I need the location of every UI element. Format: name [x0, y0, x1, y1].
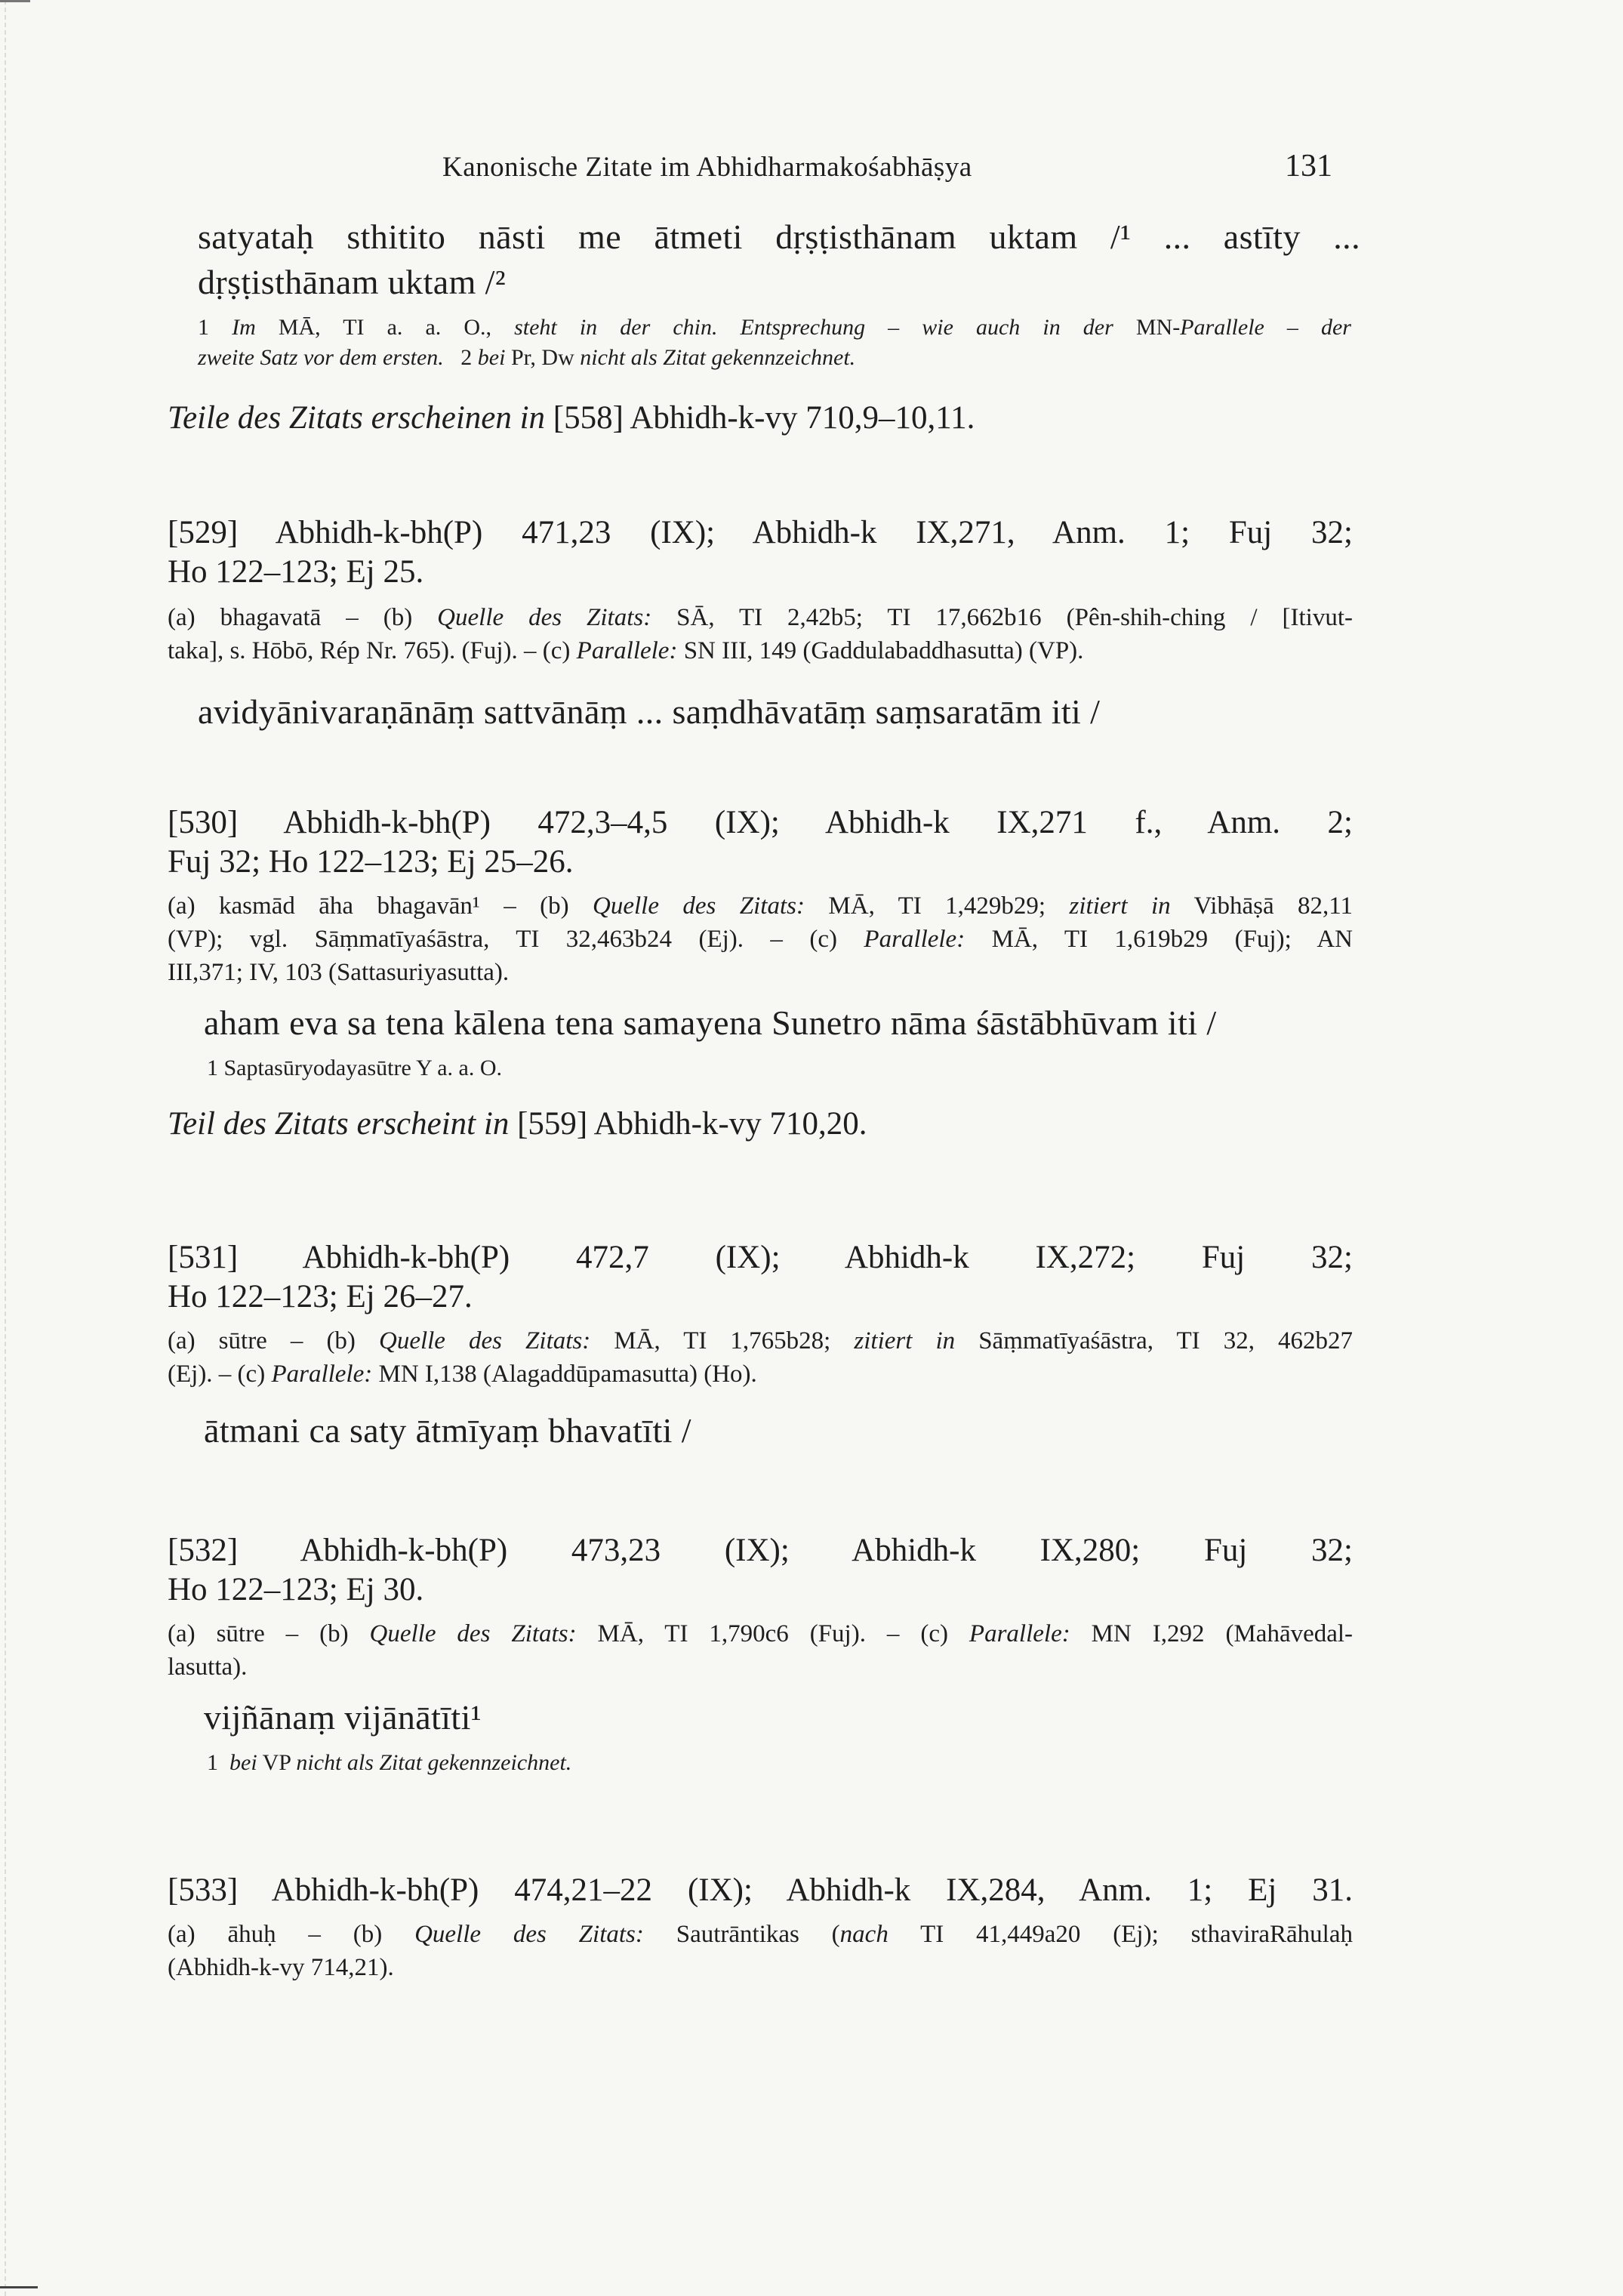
entry-heading: [533] Abhidh-k-bh(P) 474,21–22 (IX); Abhidh-k IX,284, Anm. 1; Ej 31.	[168, 1872, 1353, 1908]
entry-heading: [531] Abhidh-k-bh(P) 472,7 (IX); Abhidh-k IX,272; Fuj 32;	[168, 1240, 1353, 1275]
scan-corner-mark	[0, 0, 30, 17]
entry-531	[168, 1238, 1353, 1450]
entry-heading: [530] Abhidh-k-bh(P) 472,3–4,5 (IX); Abhidh-k IX,271 f., Anm. 2;	[168, 805, 1353, 840]
apparatus-line: (a) sūtre – (b) Quelle des Zitats: MĀ, TI 1,765b28; zitiert in Sāṃmatīyaśāstra, TI 32, 462b27	[168, 1327, 1354, 1354]
quote: vijñānaṃ vijānātīti¹	[204, 1698, 482, 1737]
entry-heading: Ho 122–123; Ej 30.	[168, 1572, 424, 1607]
page-number: 131	[1285, 149, 1332, 183]
continued-footnotes	[198, 313, 1351, 373]
quote: ātmani ca saty ātmīyaṃ bhavatīti /	[204, 1411, 691, 1450]
quote: avidyānivaraṇānāṃ sattvānāṃ ... saṃdhāvatāṃ saṃsaratām iti /	[198, 692, 1101, 731]
apparatus-line: (a) bhagavatā – (b) Quelle des Zitats: SĀ, TI 2,42b5; TI 17,662b16 (Pên-shih-ching / [Itivut-	[168, 604, 1353, 631]
apparatus-line: III,371; IV, 103 (Sattasuriyasutta).	[168, 959, 510, 986]
apparatus-line: (a) sūtre – (b) Quelle des Zitats: MĀ, TI 1,790c6 (Fuj). – (c) Parallele: MN I,292 (Mahāvedal-	[168, 1620, 1354, 1647]
entry-heading: Ho 122–123; Ej 25.	[168, 554, 424, 590]
scan-bottom-mark	[0, 2286, 38, 2296]
entry-heading: Ho 122–123; Ej 26–27.	[168, 1279, 473, 1314]
quote-line: dṛṣṭisthānam uktam /²	[198, 263, 507, 301]
entry-heading: [532] Abhidh-k-bh(P) 473,23 (IX); Abhidh-k IX,280; Fuj 32;	[168, 1533, 1353, 1568]
entry-heading: Fuj 32; Ho 122–123; Ej 25–26.	[168, 844, 574, 880]
footnote: 1 bei VP nicht als Zitat gekennzeichnet.	[207, 1750, 572, 1775]
footnote-line: zweite Satz vor dem ersten. 2 bei Pr, Dw nicht als Zitat gekennzeichnet.	[198, 345, 856, 370]
quote: aham eva sa tena kālena tena samayena Sunetro nāma śāstābhūvam iti /	[204, 1003, 1217, 1042]
apparatus-line: taka], s. Hōbō, Rép Nr. 765). (Fuj). – (c) Parallele: SN III, 149 (Gaddulabaddhasutta) (VP).	[168, 637, 1084, 664]
apparatus-line: lasutta).	[168, 1653, 248, 1681]
entry-530	[168, 803, 1353, 1144]
scan-binding-edge	[0, 0, 6, 2296]
footnote: 1 Saptasūryodayasūtre Y a. a. O.	[207, 1056, 502, 1080]
footnote-line: 1 Im MĀ, TI a. a. O., steht in der chin. Entsprechung – wie auch in der MN-Parallele – der	[198, 315, 1351, 340]
apparatus-line: (VP); vgl. Sāṃmatīyaśāstra, TI 32,463b24 (Ej). – (c) Parallele: MĀ, TI 1,619b29 (Fuj); AN	[168, 926, 1354, 953]
apparatus-line: (Abhidh-k-vy 714,21).	[168, 1954, 394, 1981]
entry-heading: [529] Abhidh-k-bh(P) 471,23 (IX); Abhidh-k IX,271, Anm. 1; Fuj 32;	[168, 515, 1353, 550]
cross-reference-line: Teile des Zitats erscheinen in [558] Abhidh-k-vy 710,9–10,11.	[168, 400, 975, 436]
entry-529	[168, 513, 1353, 732]
entry-533	[168, 1871, 1353, 1984]
entry-532	[168, 1531, 1353, 1778]
apparatus-line: (a) āhuḥ – (b) Quelle des Zitats: Sautrāntikas (nach TI 41,449a20 (Ej); sthaviraRāhulaḥ	[168, 1921, 1353, 1948]
cross-reference-line: Teil des Zitats erscheint in [559] Abhidh-k-vy 710,20.	[168, 1106, 867, 1142]
continued-quote	[198, 214, 1360, 305]
running-header-title: Kanonische Zitate im Abhidharmakośabhāṣya	[442, 152, 972, 183]
apparatus-line: (a) kasmād āha bhagavān¹ – (b) Quelle des Zitats: MĀ, TI 1,429b29; zitiert in Vibhāṣā 82,11	[168, 892, 1354, 920]
apparatus-line: (Ej). – (c) Parallele: MN I,138 (Alagaddūpamasutta) (Ho).	[168, 1361, 757, 1388]
quote-line: satyataḥ sthitito nāsti me ātmeti dṛṣṭisthānam uktam /¹ ... astīty ...	[198, 217, 1360, 256]
